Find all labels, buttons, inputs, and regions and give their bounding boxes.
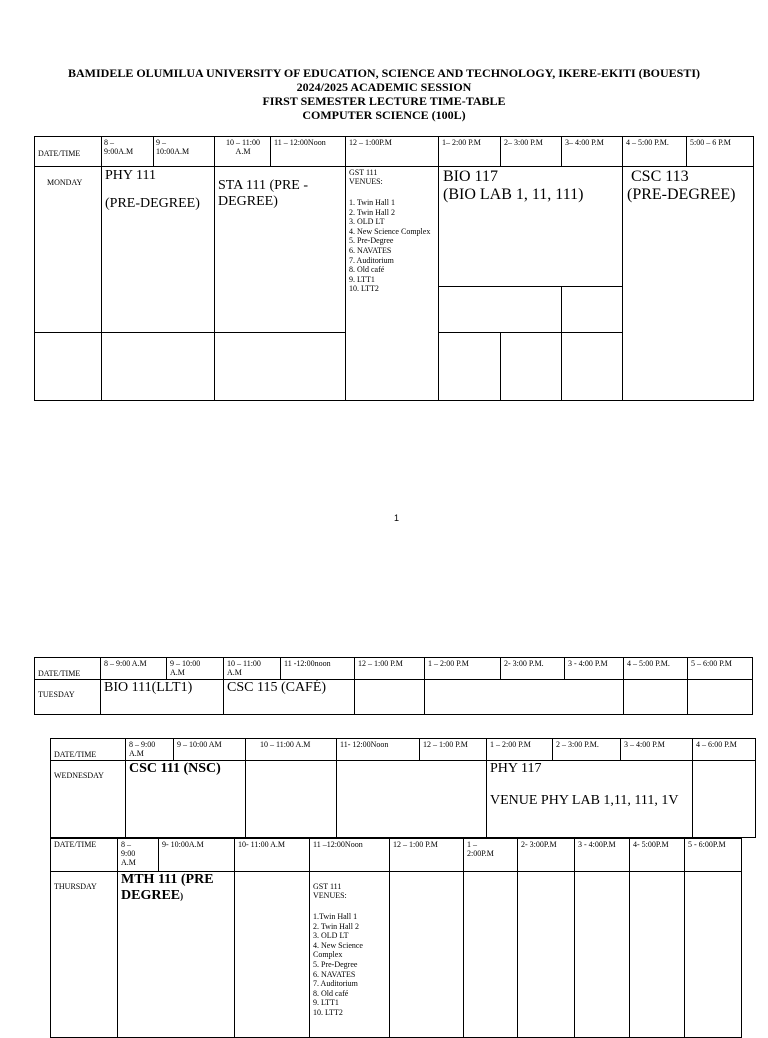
header-date-time: DATE/TIME — [54, 750, 97, 759]
header-slot-2-3: 2- 3:00 P.M. — [504, 659, 544, 668]
header-slot-8-9: 8 – 9:00 A.M — [104, 659, 147, 668]
header-slot-4-6: 4 – 6:00 P.M — [696, 740, 737, 749]
course-bio-111: BIO 111(LLT1) — [104, 680, 193, 695]
header-slot-12-1: 12 – 1:00 P.M — [393, 840, 438, 849]
header-slot-3-4: 3– 4:00 P.M — [565, 138, 604, 147]
header-slot-9-10: 9 – 10:00 A.M — [170, 659, 201, 677]
semester-title: FIRST SEMESTER LECTURE TIME-TABLE — [262, 94, 506, 108]
header-slot-4-5: 4- 5:00P.M — [633, 840, 669, 849]
day-label-wednesday: WEDNESDAY — [54, 771, 104, 780]
header-slot-2-3: 2 – 3:00 P.M. — [556, 740, 599, 749]
course-phy-111-note: (PRE-DEGREE) — [105, 196, 200, 211]
header-slot-11-12: 11- 12:00Noon — [340, 740, 389, 749]
course-bio-117-venue: (BIO LAB 1, 11, 111) — [443, 186, 584, 203]
day-label-tuesday: TUESDAY — [38, 690, 75, 699]
header-slot-12-1: 12 – 1:00P.M — [349, 138, 392, 147]
header-slot-11-12: 11 – 12:00Noon — [274, 138, 326, 147]
university-title: BAMIDELE OLUMILUA UNIVERSITY OF EDUCATION, SCIENCE AND TECHNOLOGY, IKERE-EKITI (BOUESTI) — [67, 66, 700, 80]
course-csc-111: CSC 111 (NSC) — [129, 761, 221, 776]
header-slot-10-11: 10- 11:00 A.M — [238, 840, 286, 849]
gst-111-title: GST 111 VENUES: — [349, 168, 383, 186]
header-slot-11-12: 11 –12:00Noon — [313, 840, 363, 849]
department-title: COMPUTER SCIENCE (100L) — [302, 108, 466, 122]
header-slot-3-4: 3 - 4:00P.M — [578, 840, 616, 849]
course-csc-113-note: (PRE-DEGREE) — [627, 186, 736, 203]
header-slot-8-9: 8 – 9:00A.M — [104, 138, 134, 156]
course-sta-111: STA 111 (PRE - DEGREE) — [218, 178, 309, 209]
header-date-time: DATE/TIME — [38, 149, 81, 158]
header-slot-2-3: 2- 3:00P.M — [521, 840, 557, 849]
header-date-time: DATE/TIME — [54, 840, 97, 849]
header-slot-10-11: 10 – 11:00 A.M — [227, 659, 261, 677]
course-csc-115: CSC 115 (CAFÉ) — [227, 680, 327, 695]
header-slot-5-6: 5:00 – 6 P.M — [690, 138, 731, 147]
day-label-monday: MONDAY — [47, 178, 83, 187]
header-slot-1-2: 1 – 2:00 P.M — [490, 740, 531, 749]
course-bio-117: BIO 117 — [443, 168, 498, 185]
gst-111-venue-list: 1.Twin Hall 1 2. Twin Hall 2 3. OLD LT 4. New Science Complex 5. Pre-Degree 6. NAVATES 7. Auditorium 8. Old café 9. LTT1 10. LTT2 — [313, 912, 363, 1017]
course-phy-111: PHY 111 — [105, 168, 156, 183]
course-phy-117: PHY 117 — [490, 761, 542, 776]
header-slot-1-2: 1– 2:00 P.M — [442, 138, 481, 147]
course-mth-111: MTH 111 (PRE DEGREE) — [121, 872, 214, 903]
header-slot-5-6: 5 - 6:00P.M — [688, 840, 726, 849]
header-slot-5-6: 5 – 6:00 P.M — [691, 659, 732, 668]
header-slot-8-9: 8 – 9:00 A.M — [129, 740, 156, 758]
header-slot-8-9: 8 – 9:00 A.M — [121, 840, 136, 867]
gst-111-venue-list: 1. Twin Hall 1 2. Twin Hall 2 3. OLD LT 4. New Science Complex 5. Pre-Degree 6. NAVATES 7. Auditorium 8. Old café 9. LTT1 10. LTT2 — [349, 198, 431, 294]
day-label-thursday: THURSDAY — [54, 882, 97, 891]
header-slot-2-3: 2– 3:00 P.M — [504, 138, 543, 147]
header-slot-3-4: 3 - 4:00 P.M — [568, 659, 608, 668]
academic-session: 2024/2025 ACADEMIC SESSION — [296, 80, 472, 94]
header-slot-1-2: 1 – 2:00 P.M — [428, 659, 469, 668]
course-csc-113: CSC 113 — [631, 168, 689, 185]
header-slot-9-10: 9 – 10:00 AM — [177, 740, 222, 749]
header-slot-12-1: 12 – 1:00 P.M — [358, 659, 403, 668]
course-phy-117-venue: VENUE PHY LAB 1,11, 111, 1V — [490, 793, 679, 808]
gst-111-title: GST 111 VENUES: — [313, 882, 347, 900]
header-slot-3-4: 3 – 4:00 P.M — [624, 740, 665, 749]
header-slot-4-5: 4 – 5:00 P.M. — [627, 659, 670, 668]
header-slot-10-11: 10 – 11:00 A.M — [260, 740, 311, 749]
header-slot-10-11: 10 – 11:00 A.M — [226, 138, 260, 156]
header-slot-12-1: 12 – 1:00 P.M — [423, 740, 468, 749]
header-slot-9-10: 9- 10:00A.M — [162, 840, 204, 849]
page-number: 1 — [394, 513, 400, 523]
header-date-time: DATE/TIME — [38, 669, 81, 678]
header-slot-11-12: 11 -12:00noon — [284, 659, 331, 668]
header-slot-9-10: 9 – 10:00A.M — [156, 138, 190, 156]
header-slot-4-5: 4 – 5:00 P.M. — [626, 138, 669, 147]
header-slot-1-2: 1 – 2:00P.M — [467, 840, 494, 858]
